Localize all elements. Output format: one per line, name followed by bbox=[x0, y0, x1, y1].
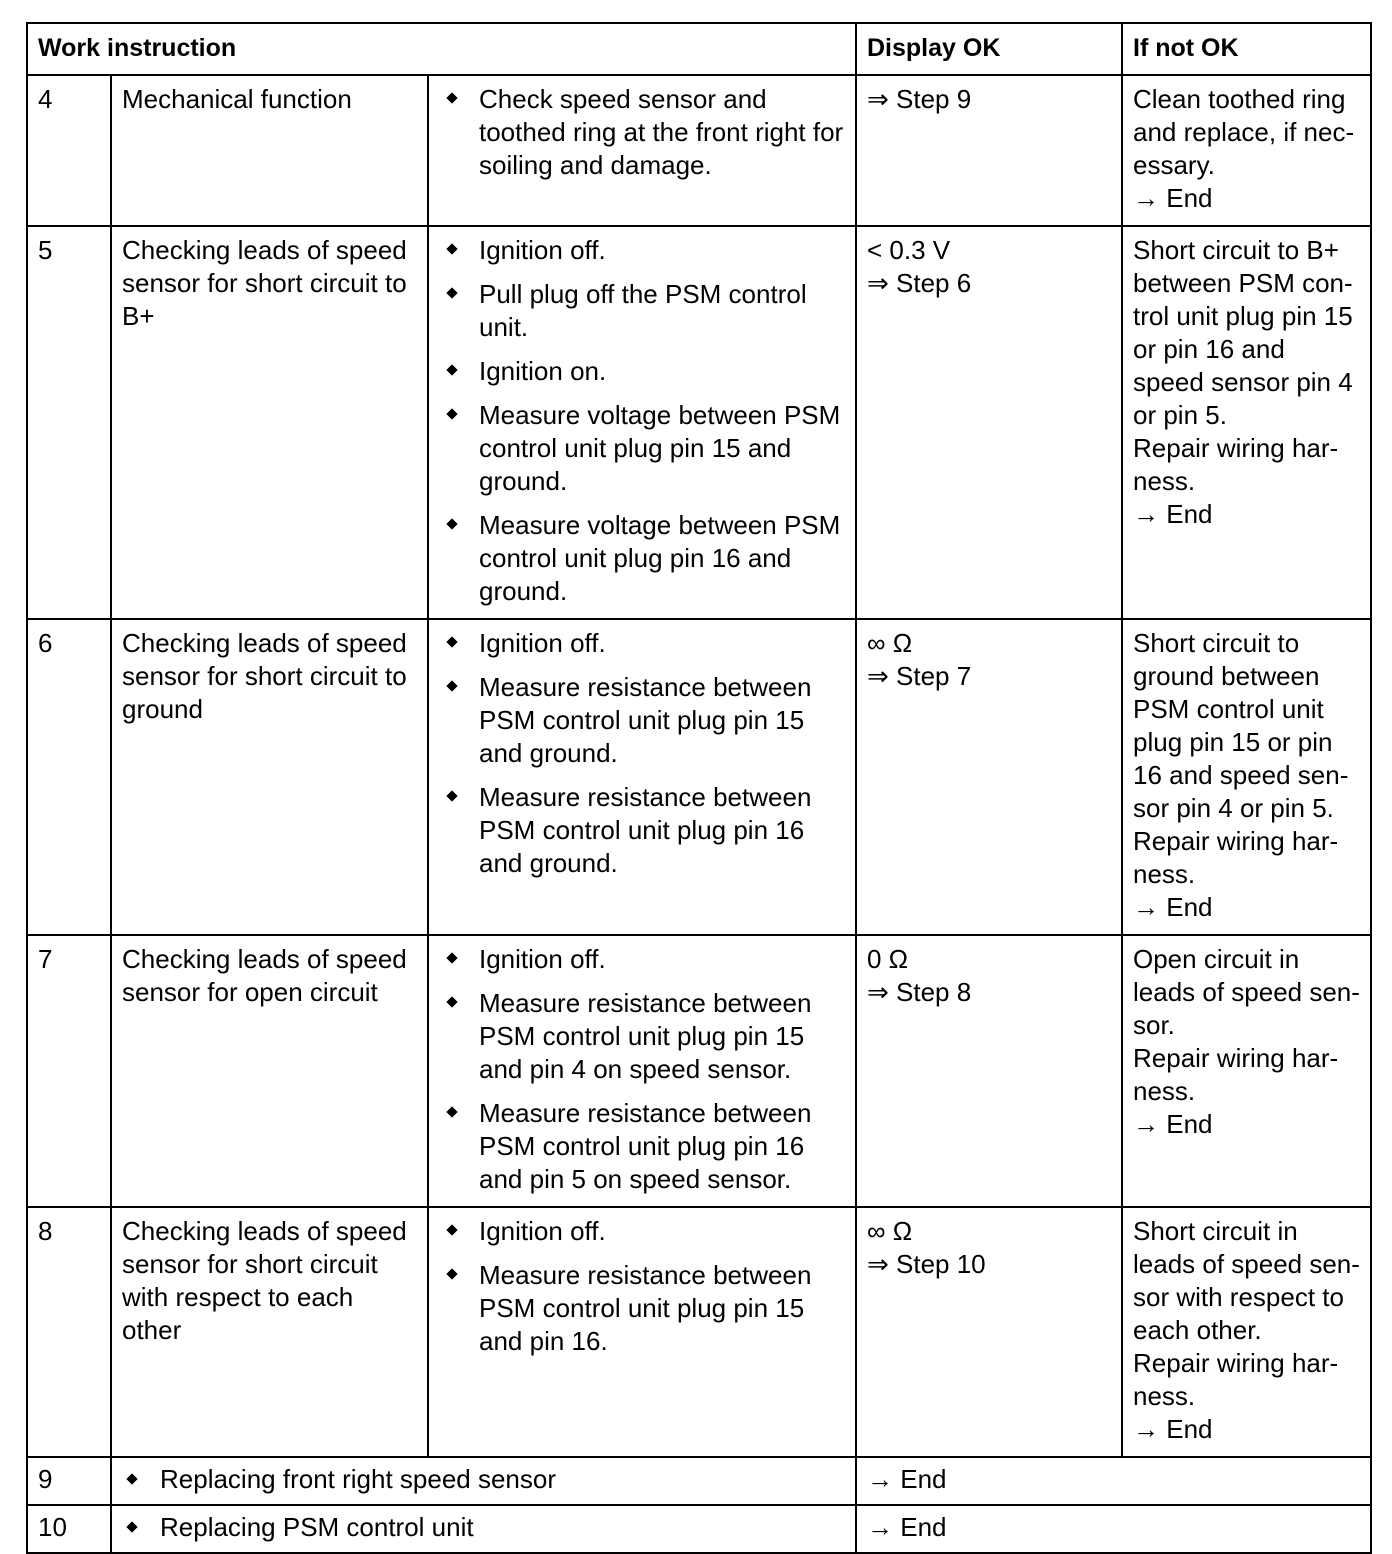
display-ok-value: ∞ Ω bbox=[867, 1216, 913, 1246]
step-title: Checking leads of speed sensor for open circuit bbox=[111, 935, 428, 1207]
if-not-ok-text: → End bbox=[1133, 1109, 1213, 1139]
instruction-item: Measure resistance between PSM control unit plug pin 15 and pin 4 on speed sensor. bbox=[439, 987, 845, 1086]
if-not-ok-cell bbox=[1122, 1207, 1371, 1457]
header-work-instruction: Work instruction bbox=[27, 23, 856, 75]
instruction-cell bbox=[428, 226, 856, 619]
instruction-item: Measure resistance between PSM control unit plug pin 16 and pin 5 on speed sensor. bbox=[439, 1097, 845, 1196]
table-row bbox=[27, 1505, 1371, 1553]
result-cell: → End bbox=[856, 1457, 1371, 1505]
display-ok-value: < 0.3 V bbox=[867, 235, 951, 265]
instruction-item: Pull plug off the PSM control unit. bbox=[439, 278, 845, 344]
table-row bbox=[27, 935, 1371, 1207]
step-title: Checking leads of speed sensor for short circuit to ground bbox=[111, 619, 428, 935]
display-ok-result: ⇒ Step 7 bbox=[867, 661, 972, 691]
instruction-item: Replacing front right speed sensor bbox=[122, 1463, 845, 1496]
display-ok-cell bbox=[856, 75, 1122, 226]
instruction-cell bbox=[111, 1457, 856, 1505]
header-if-not-ok: If not OK bbox=[1122, 23, 1371, 75]
if-not-ok-cell bbox=[1122, 619, 1371, 935]
step-number: 6 bbox=[27, 619, 111, 935]
if-not-ok-text: Open circuit in leads of speed sen-sor. bbox=[1133, 944, 1360, 1040]
if-not-ok-text: → End bbox=[1133, 499, 1213, 529]
display-ok-result: ⇒ Step 10 bbox=[867, 1249, 986, 1279]
table-row bbox=[27, 226, 1371, 619]
instruction-item: Replacing PSM control unit bbox=[122, 1511, 845, 1544]
instruction-item: Measure resistance between PSM control unit plug pin 16 and ground. bbox=[439, 781, 845, 880]
instruction-cell bbox=[428, 935, 856, 1207]
if-not-ok-text: Repair wiring har-ness. bbox=[1133, 433, 1339, 496]
if-not-ok-text: Short circuit to B+ between PSM con-trol unit plug pin 15 or pin 16 and speed sensor pin 4 or pin 5. bbox=[1133, 235, 1353, 430]
instruction-cell bbox=[111, 1505, 856, 1553]
instruction-item: Measure voltage between PSM control unit plug pin 15 and ground. bbox=[439, 399, 845, 498]
instruction-item: Ignition off. bbox=[439, 627, 845, 660]
display-ok-result: ⇒ Step 6 bbox=[867, 268, 972, 298]
instruction-item: Measure resistance between PSM control unit plug pin 15 and pin 16. bbox=[439, 1259, 845, 1358]
if-not-ok-cell bbox=[1122, 75, 1371, 226]
if-not-ok-text: Repair wiring har-ness. bbox=[1133, 1043, 1339, 1106]
table-row bbox=[27, 1457, 1371, 1505]
step-number: 9 bbox=[27, 1457, 111, 1505]
instruction-cell bbox=[428, 75, 856, 226]
table-row bbox=[27, 1207, 1371, 1457]
instruction-item: Ignition off. bbox=[439, 943, 845, 976]
display-ok-cell bbox=[856, 935, 1122, 1207]
display-ok-result: ⇒ Step 8 bbox=[867, 977, 972, 1007]
header-row bbox=[27, 23, 1371, 75]
display-ok-cell bbox=[856, 1207, 1122, 1457]
if-not-ok-text: Repair wiring har-ness. bbox=[1133, 826, 1339, 889]
step-number: 5 bbox=[27, 226, 111, 619]
table-row bbox=[27, 75, 1371, 226]
if-not-ok-cell bbox=[1122, 226, 1371, 619]
step-number: 8 bbox=[27, 1207, 111, 1457]
display-ok-result: ⇒ Step 9 bbox=[867, 84, 972, 114]
if-not-ok-text: Repair wiring har-ness. bbox=[1133, 1348, 1339, 1411]
if-not-ok-text: Short circuit to ground between PSM control unit plug pin 15 or pin 16 and speed sen-sor pin 4 or pin 5. bbox=[1133, 628, 1349, 823]
display-ok-cell bbox=[856, 619, 1122, 935]
if-not-ok-cell bbox=[1122, 935, 1371, 1207]
instruction-cell bbox=[428, 619, 856, 935]
instruction-item: Ignition off. bbox=[439, 1215, 845, 1248]
if-not-ok-text: Clean toothed ring and replace, if nec-essary. bbox=[1133, 84, 1355, 180]
instruction-item: Ignition off. bbox=[439, 234, 845, 267]
instruction-item: Measure voltage between PSM control unit plug pin 16 and ground. bbox=[439, 509, 845, 608]
display-ok-value: ∞ Ω bbox=[867, 628, 913, 658]
instruction-item: Check speed sensor and toothed ring at the front right for soiling and damage. bbox=[439, 83, 845, 182]
step-number: 7 bbox=[27, 935, 111, 1207]
if-not-ok-text: Short circuit in leads of speed sen-sor with respect to each other. bbox=[1133, 1216, 1360, 1345]
if-not-ok-text: → End bbox=[1133, 1414, 1213, 1444]
work-instruction-table bbox=[26, 22, 1372, 1554]
instruction-item: Ignition on. bbox=[439, 355, 845, 388]
header-display-ok: Display OK bbox=[856, 23, 1122, 75]
if-not-ok-text: → End bbox=[1133, 183, 1213, 213]
if-not-ok-text: → End bbox=[1133, 892, 1213, 922]
result-cell: → End bbox=[856, 1505, 1371, 1553]
instruction-item: Measure resistance between PSM control unit plug pin 15 and ground. bbox=[439, 671, 845, 770]
table-row bbox=[27, 619, 1371, 935]
step-title: Mechanical function bbox=[111, 75, 428, 226]
step-title: Checking leads of speed sensor for short circuit with respect to each other bbox=[111, 1207, 428, 1457]
display-ok-cell bbox=[856, 226, 1122, 619]
step-title: Checking leads of speed sensor for short circuit to B+ bbox=[111, 226, 428, 619]
step-number: 4 bbox=[27, 75, 111, 226]
instruction-cell bbox=[428, 1207, 856, 1457]
step-number: 10 bbox=[27, 1505, 111, 1553]
display-ok-value: 0 Ω bbox=[867, 944, 909, 974]
